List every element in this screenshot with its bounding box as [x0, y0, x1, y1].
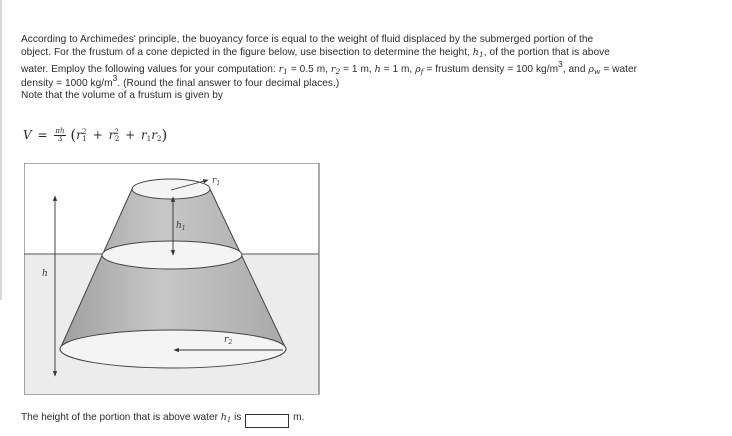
frustum-figure [24, 163, 320, 395]
var-h1: $h_1$ [472, 46, 484, 59]
label-r2: $r_2$ [224, 335, 233, 346]
left-divider [0, 0, 2, 300]
var-r2: $r_2$ [330, 64, 341, 77]
answer-input[interactable] [245, 414, 289, 428]
var-r1: $r_1$ [278, 64, 288, 77]
problem-line-5: Note that the volume of a frustum is given by [21, 90, 223, 102]
label-h1: $h_1$ [176, 221, 186, 232]
answer-row: The height of the portion that is above water $h_1$ is m. [21, 411, 304, 428]
problem-line-3: water. Employ the following values for your computation: $r_1 = 0.5$ m, $r_2 = 1$ m, h = 1 m, $\rho_f$ = frustum density = 100 $kg/m^3$, and $\rho_w$ = water [21, 59, 638, 77]
answer-var-h1: $h_1$ [220, 412, 232, 424]
label-h: h [42, 269, 48, 279]
var-h: h [374, 64, 381, 76]
top-ellipse [132, 179, 210, 199]
var-rho-w: $\rho_w$ [588, 64, 601, 77]
var-rho-f: $\rho_f$ [415, 64, 424, 77]
waterline-ellipse [102, 241, 242, 269]
problem-line-4: density = 1000 $kg/m^3$. (Round the final answer to four decimal places.) [21, 72, 340, 89]
problem-line-1: According to Archimedes' principle, the buoyancy force is equal to the weight of fluid displaced by the submerged portion of the [21, 34, 594, 45]
formula-fraction: $\frac{\pi h}{3}$ [55, 127, 65, 143]
frustum-volume-formula: V = $\frac{\pi h}{3}$ $(r^2_1 + r^2_2 + r_1r_2)$ [23, 126, 168, 144]
base-ellipse [60, 330, 286, 368]
problem-statement [21, 34, 721, 103]
label-r1: $r_1$ [212, 176, 221, 187]
problem-line-2: object. For the frustum of a cone depicted in the figure below, use bisection to determine the height, $h_1$, of the portion that is above [21, 46, 610, 59]
frustum-diagram [24, 163, 320, 395]
